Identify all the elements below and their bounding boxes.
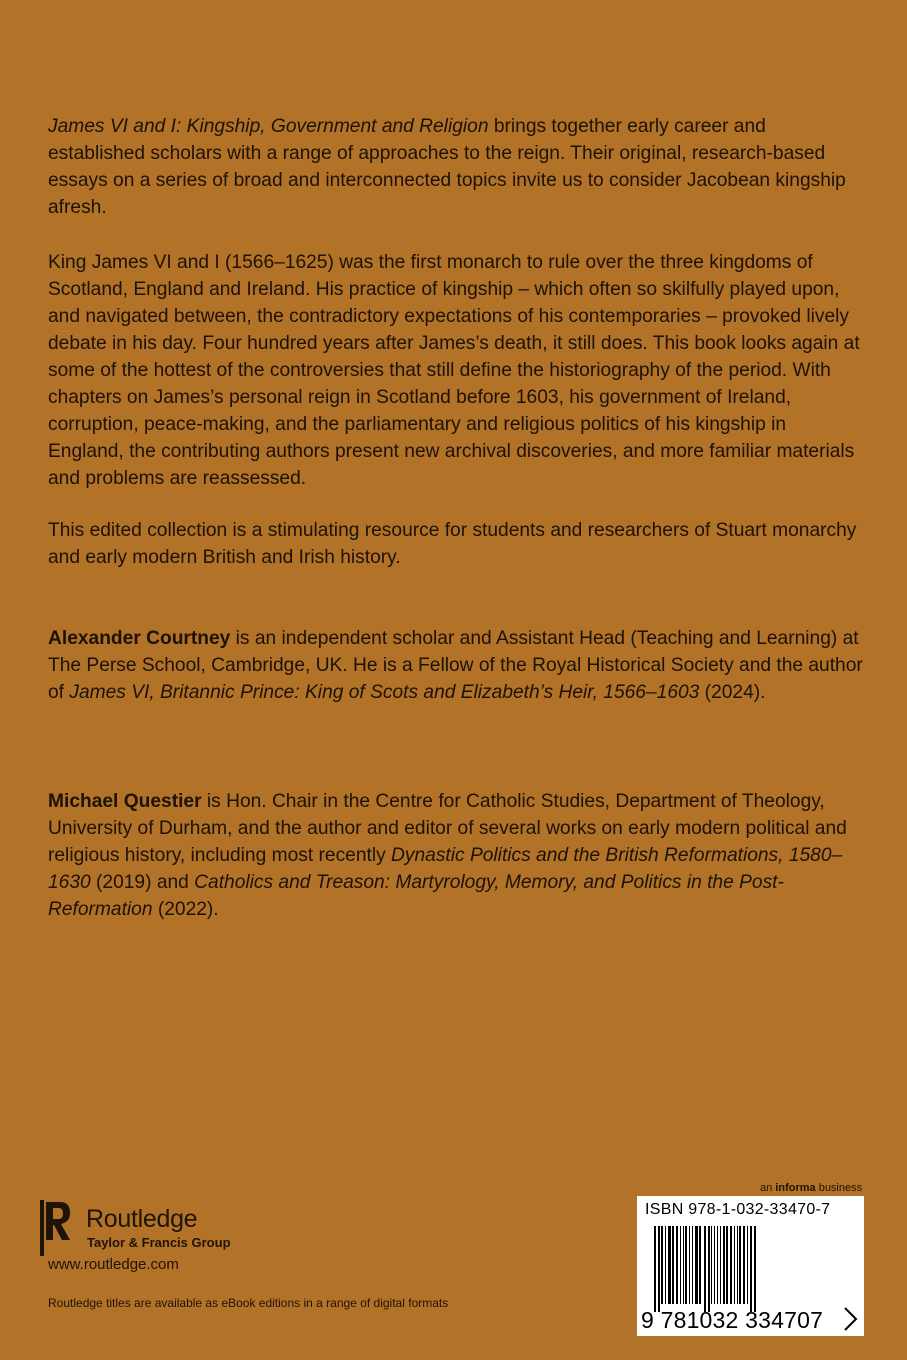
barcode-bar <box>739 1226 741 1304</box>
barcode-bar <box>743 1226 745 1304</box>
author-bio-courtney: Alexander Courtney is an independent scholar and Assistant Head (Teaching and Learning) at The Perse School, Cambridge, UK. He is a Fellow of the Royal Historical Society and the author of James VI, Britannic Prince: King of Scots and Elizabeth’s Heir, 1566–1603 (2024). <box>48 628 863 703</box>
barcode-bar <box>676 1226 678 1304</box>
author-bio-questier: Michael Questier is Hon. Chair in the Centre for Catholic Studies, Department of Theology, University of Durham, and the author and editor of several works on early modern political and religious history, including most recently Dynastic Politics and the British Reformations, 1580–1630 (2019) and Catholics and Treason: Martyrology, Memory, and Politics in the Post-Reformation (2022). <box>48 791 847 920</box>
barcode-bar <box>699 1226 701 1304</box>
barcode-bar <box>695 1226 698 1304</box>
barcode-bar <box>717 1226 718 1304</box>
publisher-name: Routledge <box>86 1205 198 1233</box>
publisher-website[interactable]: www.routledge.com <box>48 1256 179 1273</box>
description-paragraph-1: James VI and I: Kingship, Government and Religion brings together early career and established scholars with a range of approaches to the reign. Their original, research-based essays on a series of broad and interconnected topics invite us to consider Jacobean kingship afresh. <box>48 116 846 218</box>
routledge-logo <box>40 1200 260 1256</box>
barcode-bar <box>665 1226 666 1304</box>
barcode-digits: 9 781032 334707 <box>641 1307 824 1333</box>
author-name: Michael Questier <box>48 791 202 812</box>
isbn-barcode <box>637 1196 864 1336</box>
barcode-bar <box>668 1226 671 1304</box>
barcode-bar <box>734 1226 735 1304</box>
barcode-bar <box>730 1226 732 1304</box>
publisher-group: Taylor & Francis Group <box>87 1235 231 1250</box>
barcode-bar <box>708 1226 710 1312</box>
barcode-bar <box>661 1226 663 1304</box>
barcode-bar <box>704 1226 706 1312</box>
description-paragraph-2: King James VI and I (1566–1625) was the first monarch to rule over the three kingdoms of Scotland, England and Ireland. His practice of kingship – which often so skilfully played upon, and navigated between, the contradictory expectations of his contemporaries – provoked lively debate in his day. Four hundred years after James’s death, it still does. This book looks again at some of the hottest of the controversies that still define the historiography of the period. With chapters on James’s personal reign in Scotland before 1603, his government of Ireland, corruption, peace-making, and the parliamentary and religious politics of his kingship in England, the contributing authors present new archival discoveries, and more familiar materials and problems are reassessed. <box>48 252 860 489</box>
routledge-r-icon <box>40 1200 72 1256</box>
barcode-bar <box>723 1226 725 1304</box>
barcode-bar <box>714 1226 715 1304</box>
author-name: Alexander Courtney <box>48 628 231 649</box>
barcode-bar <box>658 1226 660 1312</box>
isbn-text: ISBN 978-1-032-33470-7 <box>645 1201 831 1218</box>
ebook-note: Routledge titles are available as eBook editions in a range of digital formats <box>48 1296 449 1310</box>
barcode-bar <box>689 1226 690 1304</box>
barcode-bar <box>683 1226 684 1304</box>
svg-text:TAYLOR: TAYLOR <box>40 1230 46 1254</box>
barcode-bar <box>726 1226 728 1304</box>
book-title: James VI and I: Kingship, Government and Religion <box>48 116 489 137</box>
quiet-zone-marker-icon <box>842 1304 860 1334</box>
barcode-bar <box>672 1226 674 1304</box>
barcode-bar <box>711 1226 712 1304</box>
barcode-bar <box>754 1226 756 1312</box>
barcode-bar <box>750 1226 752 1312</box>
barcode-bar <box>685 1226 687 1304</box>
description-paragraph-3: This edited collection is a stimulating resource for students and researchers of Stuart monarchy and early modern British and Irish history. <box>48 520 857 568</box>
barcode-bar <box>692 1226 693 1304</box>
barcode-bar <box>654 1226 656 1312</box>
barcode-bar <box>737 1226 738 1304</box>
barcode-bar <box>680 1226 681 1304</box>
barcode-bar <box>720 1226 721 1304</box>
informa-tagline: an informa business <box>760 1182 863 1194</box>
barcode-bar <box>747 1226 748 1304</box>
